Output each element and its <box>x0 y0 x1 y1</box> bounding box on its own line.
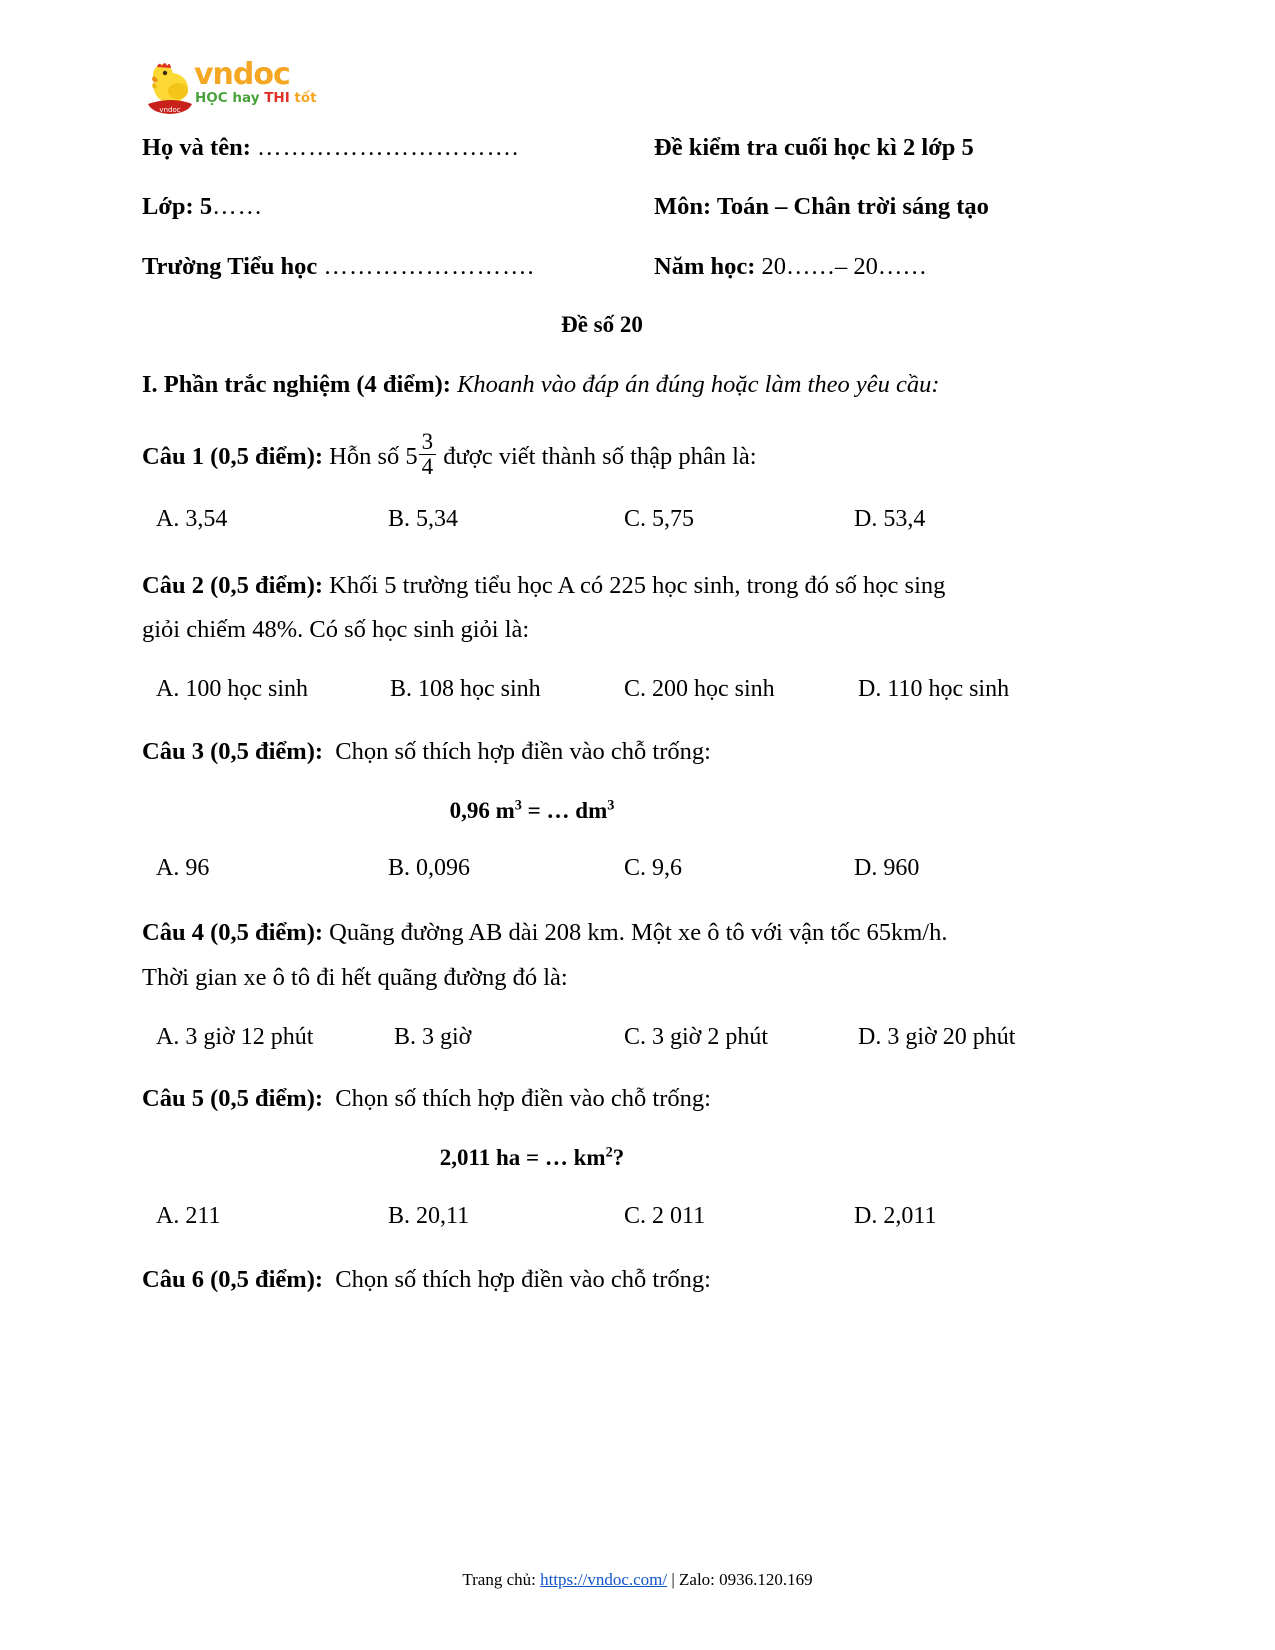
answer-option-b[interactable]: B. 0,096 <box>388 855 471 882</box>
question-5-text: Chọn số thích hợp điền vào chỗ trống: <box>335 1085 711 1113</box>
question-4-line2-row <box>142 960 1062 997</box>
svg-text:vndoc: vndoc <box>159 106 181 114</box>
answer-option-a[interactable]: A. 3,54 <box>156 505 228 532</box>
equation-pre: 2,011 ha = … km <box>439 1145 606 1171</box>
answer-option-b[interactable]: B. 108 học sinh <box>390 676 541 703</box>
logo-tagline-part1: HỌC hay <box>195 90 265 106</box>
question-3 <box>142 734 1062 771</box>
answer-option-c[interactable]: C. 9,6 <box>624 855 683 882</box>
question-1 <box>142 430 1062 479</box>
student-school-field[interactable] <box>142 252 654 281</box>
logo-wordmark: vndoc <box>194 57 290 92</box>
student-name-label: Họ và tên: <box>142 134 251 161</box>
logo-tagline-part2: THI <box>264 90 295 106</box>
page-footer <box>0 1570 1275 1590</box>
answer-option-b[interactable]: B. 3 giờ <box>394 1023 472 1050</box>
footer-prefix: Trang chủ: <box>462 1570 541 1589</box>
answer-option-a[interactable]: A. 211 <box>156 1202 221 1229</box>
question-6 <box>142 1262 1062 1299</box>
student-name-dots: …………………………. <box>257 134 520 161</box>
question-4 <box>142 915 1062 952</box>
answer-option-d[interactable]: D. 53,4 <box>854 505 926 532</box>
question-2 <box>142 568 1062 605</box>
student-class-field[interactable] <box>142 192 654 221</box>
header-row-class <box>142 192 1062 221</box>
fraction-numerator: 3 <box>421 428 434 454</box>
question-6-text: Chọn số thích hợp điền vào chỗ trống: <box>335 1266 711 1294</box>
question-6-label: Câu 6 (0,5 điểm): <box>142 1266 324 1294</box>
question-1-answers <box>142 505 1062 534</box>
exam-number-title: Đề số 20 <box>561 312 643 338</box>
question-3-text: Chọn số thích hợp điền vào chỗ trống: <box>335 737 711 765</box>
answer-option-c[interactable]: C. 2 011 <box>624 1202 706 1229</box>
question-5-label: Câu 5 (0,5 điểm): <box>142 1085 324 1113</box>
student-name-field[interactable] <box>142 133 654 162</box>
school-year-label: Năm học: <box>654 252 756 280</box>
equation-mid: = … dm <box>521 797 608 823</box>
question-5 <box>142 1081 1062 1118</box>
question-2-answers <box>142 675 1062 704</box>
question-1-label: Câu 1 (0,5 điểm): <box>142 442 324 470</box>
student-school-label: Trường Tiểu học <box>142 252 318 280</box>
section-trac-nghiem <box>142 367 1062 404</box>
answer-option-d[interactable]: D. 2,011 <box>854 1202 937 1229</box>
question-2-line1: Khối 5 trường tiểu học A có 225 học sinh, trong đó số học sing <box>329 571 946 599</box>
question-3-label: Câu 3 (0,5 điểm): <box>142 737 324 765</box>
answer-option-d[interactable]: D. 960 <box>854 855 920 882</box>
section-title: I. Phần trắc nghiệm (4 điểm): <box>142 370 451 398</box>
student-class-label: Lớp: 5 <box>142 193 213 221</box>
logo-tagline-part3: tốt <box>294 90 317 106</box>
student-school-dots: ……………………. <box>323 252 535 280</box>
answer-option-a[interactable]: A. 96 <box>156 855 210 882</box>
equation-post: ? <box>612 1145 625 1171</box>
exam-header <box>142 133 1062 1299</box>
question-5-answers <box>142 1202 1062 1231</box>
question-1-text-after: được viết thành số thập phân là: <box>443 442 757 470</box>
answer-option-c[interactable]: C. 5,75 <box>624 505 695 532</box>
question-1-fraction <box>419 430 437 479</box>
footer-suffix: | Zalo: 0936.120.169 <box>667 1570 813 1589</box>
answer-option-c[interactable]: C. 200 học sinh <box>624 676 775 703</box>
school-year-field[interactable] <box>654 252 1062 281</box>
question-4-label: Câu 4 (0,5 điểm): <box>142 919 324 947</box>
equation-exponent-1: 2 <box>605 1144 613 1161</box>
header-row-name <box>142 133 1062 162</box>
section-instruction: Khoanh vào đáp án đúng hoặc làm theo yêu cầu: <box>457 370 940 398</box>
answer-option-a[interactable]: A. 100 học sinh <box>156 676 308 703</box>
question-4-line1: Quãng đường AB dài 208 km. Một xe ô tô với vận tốc 65km/h. <box>329 919 948 947</box>
question-4-line2: Thời gian xe ô tô đi hết quãng đường đó là: <box>142 963 568 991</box>
student-class-dots: …… <box>212 193 264 221</box>
question-3-answers <box>142 854 1062 883</box>
answer-option-b[interactable]: B. 5,34 <box>388 505 459 532</box>
question-3-equation <box>142 797 922 825</box>
school-year-value: 20……– 20…… <box>761 252 927 280</box>
answer-option-b[interactable]: B. 20,11 <box>388 1202 470 1229</box>
question-2-label: Câu 2 (0,5 điểm): <box>142 571 324 599</box>
vndoc-home-link[interactable]: https://vndoc.com/ <box>540 1570 668 1589</box>
question-4-answers <box>142 1023 1062 1052</box>
question-2-line2: giỏi chiếm 48%. Có số học sinh giỏi là: <box>142 616 530 644</box>
equation-pre: 0,96 m <box>449 797 515 823</box>
header-row-school <box>142 252 1062 281</box>
question-5-equation <box>142 1144 922 1172</box>
fraction-denominator: 4 <box>419 454 437 479</box>
answer-option-d[interactable]: D. 3 giờ 20 phút <box>858 1023 1016 1050</box>
question-2-line2-row <box>142 612 1062 649</box>
exam-title: Đề kiểm tra cuối học kì 2 lớp 5 <box>654 134 974 161</box>
equation-exponent-2: 3 <box>607 796 615 813</box>
answer-option-c[interactable]: C. 3 giờ 2 phút <box>624 1023 769 1050</box>
exam-subject: Môn: Toán – Chân trời sáng tạo <box>654 193 989 221</box>
answer-option-d[interactable]: D. 110 học sinh <box>858 676 1010 703</box>
equation-exponent-1: 3 <box>514 796 522 813</box>
answer-option-a[interactable]: A. 3 giờ 12 phút <box>156 1023 314 1050</box>
question-1-text-before: Hỗn số 5 <box>329 442 418 470</box>
